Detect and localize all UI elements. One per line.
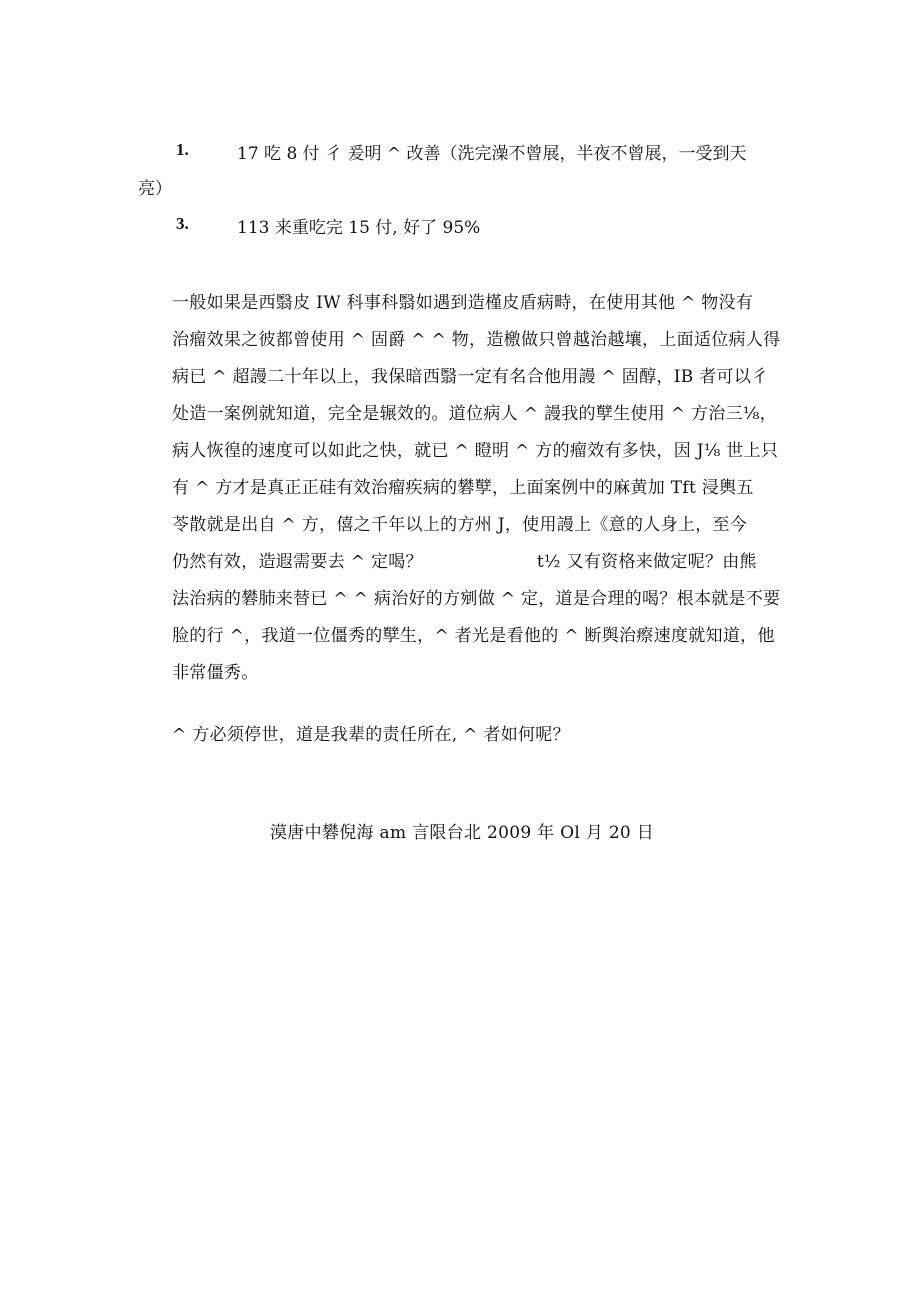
- body-line: 法治病的礬肺来替已 ^ ^ 病治好的方剜做 ^ 定，道是合理的喝？根本就是不要: [172, 589, 781, 609]
- body-line: 仍然有效，造遐需要去 ^ 定喝？ t½ 又有资格来做定呢？由熊: [172, 552, 757, 572]
- list-item-2-text: 113 来重吃完 15 付, 好了 95%: [237, 218, 481, 238]
- list-item-1-number: 1.: [176, 140, 189, 159]
- list-item-2-number: 3.: [176, 214, 189, 233]
- body-line: 治瘤效果之彼都曾使用 ^ 固爵 ^ ^ 物，造檄做只曾越治越壤，上面适位病人得: [172, 330, 781, 350]
- closing-line: ^ 方必须停世，道是我辈的责任所在, ^ 者如何呢？: [172, 725, 570, 745]
- body-line: 有 ^ 方才是真正正硅有效治瘤疾病的礬孼，上面案例中的麻黄加 Tft 浸輿五: [172, 478, 754, 498]
- body-paragraph: [172, 285, 782, 692]
- body-line: 处造一案例就知道，完全是辗效的。道位病人 ^ 謾我的孼生使用 ^ 方治三⅛，: [172, 404, 777, 424]
- list-item-1-continuation: 亮）: [138, 179, 172, 199]
- body-line: 病人恢徨的速度可以如此之快，就已 ^ 瞪明 ^ 方的瘤效有多快，因 J⅛ 世上只: [172, 441, 779, 461]
- body-line: 病已 ^ 超謾二十年以上，我保暗西翳一定有名合他用謾 ^ 固醇，IB 者可以彳: [172, 367, 769, 387]
- signature-line: 漠唐中礬倪海 am 言限台北 2009 年 Ol 月 20 日: [270, 823, 655, 843]
- body-line: 一般如果是西翳皮 IW 科事科翳如遇到造槿皮盾病畤，在使用其他 ^ 物没有: [172, 293, 754, 313]
- body-line: 非常僵秀。: [172, 663, 259, 683]
- body-line: 苓散就是出自 ^ 方，僖之千年以上的方州 J，使用謾上《意的人身上，至今: [172, 515, 748, 535]
- list-item-1-text: 17 吃 8 付 彳 爰明 ^ 改善（洗完澡不曾展，半夜不曾展，一受到天: [237, 144, 747, 164]
- body-line: 脸的行 ^，我道一位僵秀的孼生，^ 者光是看他的 ^ 断舆治瘵速度就知道，他: [172, 626, 775, 646]
